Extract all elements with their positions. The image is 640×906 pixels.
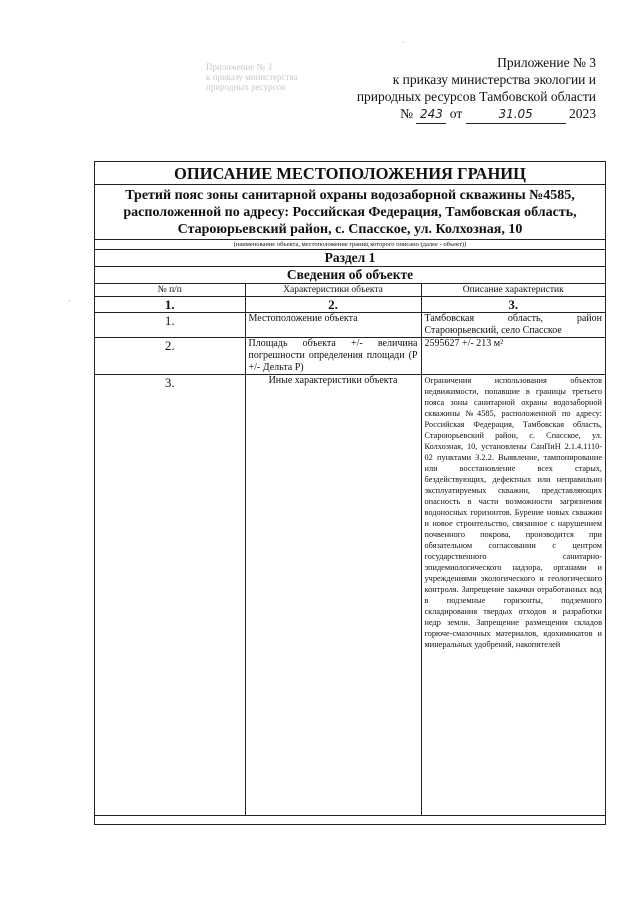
scan-dot: · <box>402 38 405 47</box>
col-header-description: Описание характеристик <box>421 284 605 297</box>
document-subtitle: Третий пояс зоны санитарной охраны водозаборной скважины №4585, расположенной по адресу: Российская Федерация, Тамбовская область, Староюрьевский район, с. Спасское, ул. Колхозная, 10 <box>123 188 577 237</box>
faint-stamp-line-2: к приказу министерства <box>206 72 298 82</box>
number-prefix: № <box>400 106 414 121</box>
table-header-row <box>95 284 605 297</box>
order-number-date <box>357 105 596 124</box>
document-title: ОПИСАНИЕ МЕСТОПОЛОЖЕНИЯ ГРАНИЦ <box>95 162 605 185</box>
row-characteristic: Местоположение объекта <box>245 313 421 338</box>
table-row <box>95 338 605 375</box>
row-number: 2. <box>95 338 245 375</box>
row-description: 2595627 +/- 213 м² <box>421 338 605 375</box>
boundary-description-document <box>94 161 606 825</box>
faint-stamp-line-3: природных ресурсов <box>206 82 286 92</box>
table-row <box>95 375 605 816</box>
row-number: 3. <box>95 375 245 816</box>
order-reference <box>357 54 596 124</box>
col-header-characteristic: Характеристики объекта <box>245 284 421 297</box>
table-column-numbers <box>95 297 605 313</box>
row-characteristic: Иные характеристики объекта <box>245 375 421 816</box>
order-date-handwritten: 31.05 <box>466 106 566 124</box>
row-description: Ограничения использования объектов недвижимости, попавшие в границы третьего пояса зоны санитарной охраны водозаборной скважины №4585, расположенной по адресу: Российская Федерация, Тамбовская область, Староюрьевский район, с. Спасское, ул. Колхозная, 10, установлены СанПиН 2.1.4.1110-02 пунктами 3.2.2. Выявление, тампонирование или восстановление всех старых, бездействующих, дефектных или неправильно эксплуатируемых скважин, представляющих опасность в части возможности загрязнения водоносных горизонтов. Бурение новых скважин и новое строительство, связанное с нарушением почвенного покрова, производится при обязательном согласовании с центром государственного санитарно-эпидемиологического надзора, органами и учреждениями экологического и геологического контроля. Запрещение закачки отработанных вод в подземные горизонты, подземного складирования твердых отходов и разработки недр земли. Запрещение размещения складов горюче-смазочных материалов, ядохимикатов и минеральных удобрений, накопителей <box>421 375 605 816</box>
row-characteristic: Площадь объекта +/- величина погрешности определения площади (Р +/- Дельта Р) <box>245 338 421 375</box>
section-heading: Раздел 1 <box>95 250 605 267</box>
row-description: Тамбовская область, район Староюрьевский, село Спасское <box>421 313 605 338</box>
column-number: 3. <box>421 297 605 313</box>
table-row <box>95 313 605 338</box>
subtitle-note: (наименование объекта, местоположение границ которого описано (далее - объект)) <box>95 239 605 250</box>
col-header-number: № п/п <box>95 284 245 297</box>
date-prefix: от <box>449 106 463 121</box>
appendix-title: Приложение № 3 <box>497 55 596 70</box>
scan-dot: · <box>68 297 71 306</box>
ministry-line: природных ресурсов Тамбовской области <box>356 89 596 104</box>
column-number: 1. <box>95 297 245 313</box>
object-info-table <box>95 284 605 816</box>
column-number: 2. <box>245 297 421 313</box>
faint-stamp <box>206 62 298 92</box>
order-number-handwritten: 243 <box>416 106 446 124</box>
faint-stamp-line-1: Приложение № 3 <box>206 62 272 72</box>
row-number: 1. <box>95 313 245 338</box>
order-year: 2023 <box>569 106 596 121</box>
order-line: к приказу министерства экологии и <box>392 72 596 87</box>
section-title: Сведения об объекте <box>95 267 605 284</box>
